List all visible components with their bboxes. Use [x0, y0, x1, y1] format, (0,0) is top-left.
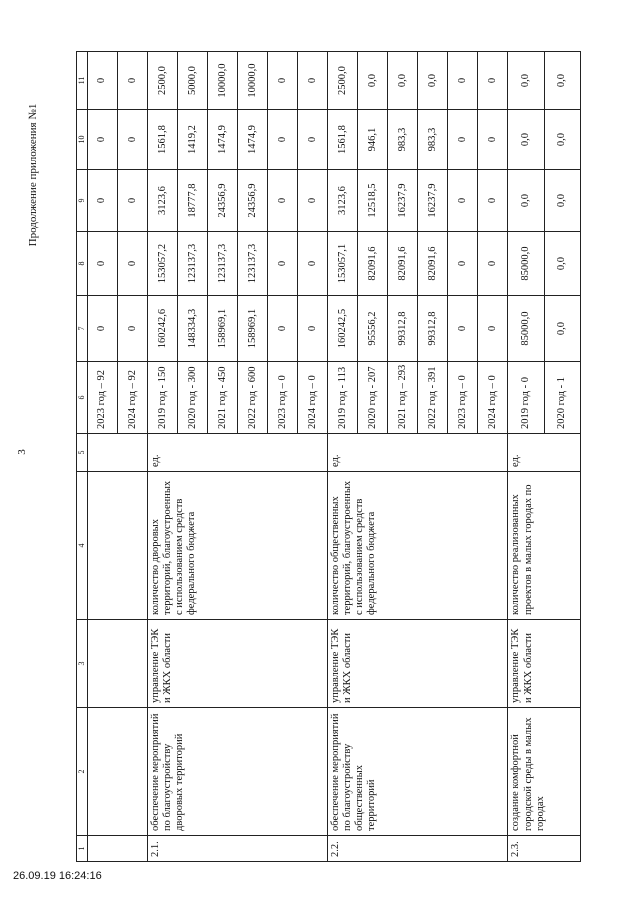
value-cell: 24356,9	[208, 170, 238, 232]
column-number: 7	[77, 296, 88, 362]
value-cell: 82091,6	[418, 232, 448, 296]
column-number-row	[77, 52, 88, 862]
year-cell: 2020 год - 1	[544, 362, 580, 434]
value-cell: 0	[448, 110, 478, 170]
value-cell: 0,0	[358, 52, 388, 110]
value-cell: 10000,0	[208, 52, 238, 110]
activity-cell: обеспечение мероприятий по благоустройству общественных территорий	[328, 708, 508, 836]
value-cell: 1474,9	[208, 110, 238, 170]
value-cell: 0	[478, 110, 508, 170]
year-cell: 2021 год - 450	[208, 362, 238, 434]
value-cell: 158969,1	[208, 296, 238, 362]
empty-cell	[88, 708, 148, 836]
value-cell: 0	[118, 170, 148, 232]
table-row	[148, 52, 178, 862]
value-cell: 0	[268, 170, 298, 232]
value-cell: 0	[478, 232, 508, 296]
year-cell: 2023 год – 92	[88, 362, 118, 434]
year-cell: 2020 год - 207	[358, 362, 388, 434]
value-cell: 0	[118, 296, 148, 362]
year-cell: 2024 год – 0	[478, 362, 508, 434]
value-cell: 0	[88, 170, 118, 232]
value-cell: 1561,8	[328, 110, 358, 170]
value-cell: 0	[268, 296, 298, 362]
year-cell: 2019 год - 113	[328, 362, 358, 434]
page-number: 3	[16, 449, 28, 455]
empty-cell	[88, 434, 148, 472]
indicator-cell: количество общественных территорий, благоустроенных с использованием средств федерального бюджета	[328, 472, 508, 620]
program-table-sheet	[76, 52, 581, 862]
value-cell: 12518,5	[358, 170, 388, 232]
value-cell: 0	[118, 110, 148, 170]
value-cell: 153057,1	[328, 232, 358, 296]
value-cell: 0	[88, 110, 118, 170]
unit-cell: ед.	[508, 434, 581, 472]
value-cell: 82091,6	[388, 232, 418, 296]
value-cell: 0	[298, 232, 328, 296]
value-cell: 123137,3	[178, 232, 208, 296]
year-cell: 2023 год – 0	[448, 362, 478, 434]
value-cell: 0	[448, 296, 478, 362]
year-cell: 2020 год - 300	[178, 362, 208, 434]
value-cell: 160242,6	[148, 296, 178, 362]
year-cell: 2023 год – 0	[268, 362, 298, 434]
value-cell: 0,0	[544, 232, 580, 296]
column-number: 5	[77, 434, 88, 472]
value-cell: 99312,8	[388, 296, 418, 362]
value-cell: 85000,0	[508, 296, 544, 362]
value-cell: 0	[88, 52, 118, 110]
value-cell: 0	[478, 296, 508, 362]
value-cell: 0,0	[508, 110, 544, 170]
table-row	[88, 52, 118, 862]
value-cell: 0	[478, 170, 508, 232]
value-cell: 16237,9	[388, 170, 418, 232]
unit-cell: ед.	[328, 434, 508, 472]
table-row	[328, 52, 358, 862]
value-cell: 3123,6	[328, 170, 358, 232]
value-cell: 10000,0	[238, 52, 268, 110]
value-cell: 0	[478, 52, 508, 110]
column-number: 11	[77, 52, 88, 110]
value-cell: 82091,6	[358, 232, 388, 296]
value-cell: 1474,9	[238, 110, 268, 170]
value-cell: 160242,5	[328, 296, 358, 362]
value-cell: 148334,3	[178, 296, 208, 362]
value-cell: 85000,0	[508, 232, 544, 296]
value-cell: 1561,8	[148, 110, 178, 170]
column-number: 8	[77, 232, 88, 296]
value-cell: 0	[88, 296, 118, 362]
value-cell: 0,0	[508, 170, 544, 232]
value-cell: 95556,2	[358, 296, 388, 362]
value-cell: 5000,0	[178, 52, 208, 110]
year-cell: 2019 год - 150	[148, 362, 178, 434]
value-cell: 0,0	[418, 52, 448, 110]
empty-cell	[88, 620, 148, 708]
column-number: 9	[77, 170, 88, 232]
year-cell: 2022 год - 391	[418, 362, 448, 434]
value-cell: 0	[298, 110, 328, 170]
appendix-title: Продолжение приложения №1	[27, 103, 39, 247]
unit-cell: ед.	[148, 434, 328, 472]
empty-cell	[88, 472, 148, 620]
value-cell: 0,0	[508, 52, 544, 110]
value-cell: 123137,3	[238, 232, 268, 296]
value-cell: 0	[118, 232, 148, 296]
executor-cell: управление ТЭК и ЖКХ области	[508, 620, 581, 708]
column-number: 1	[77, 836, 88, 862]
year-cell: 2024 год – 92	[118, 362, 148, 434]
indicator-cell: количество дворовых территорий, благоустроенных с использованием средств федерального бюджета	[148, 472, 328, 620]
value-cell: 99312,8	[418, 296, 448, 362]
print-timestamp: 26.09.19 16:24:16	[13, 870, 102, 882]
executor-cell: управление ТЭК и ЖКХ области	[328, 620, 508, 708]
column-number: 3	[77, 620, 88, 708]
column-number: 10	[77, 110, 88, 170]
value-cell: 0,0	[544, 296, 580, 362]
value-cell: 0	[88, 232, 118, 296]
value-cell: 0	[448, 170, 478, 232]
value-cell: 1419,2	[178, 110, 208, 170]
section-number-cell: 2.1.	[148, 836, 328, 862]
indicator-cell: количество реализованных проектов в малых городах по	[508, 472, 581, 620]
column-number: 6	[77, 362, 88, 434]
value-cell: 0	[448, 52, 478, 110]
value-cell: 983,3	[418, 110, 448, 170]
value-cell: 0	[298, 296, 328, 362]
value-cell: 0,0	[388, 52, 418, 110]
value-cell: 0	[118, 52, 148, 110]
year-cell: 2019 год - 0	[508, 362, 544, 434]
value-cell: 0	[298, 170, 328, 232]
value-cell: 153057,2	[148, 232, 178, 296]
value-cell: 16237,9	[418, 170, 448, 232]
activity-cell: создание комфортной городской среды в малых городах	[508, 708, 581, 836]
activity-cell: обеспечение мероприятий по благоустройству дворовых территорий	[148, 708, 328, 836]
value-cell: 0,0	[544, 110, 580, 170]
section-number-cell: 2.2.	[328, 836, 508, 862]
value-cell: 3123,6	[148, 170, 178, 232]
value-cell: 2500,0	[148, 52, 178, 110]
column-number: 2	[77, 708, 88, 836]
executor-cell: управление ТЭК и ЖКХ области	[148, 620, 328, 708]
year-cell: 2024 год – 0	[298, 362, 328, 434]
value-cell: 158969,1	[238, 296, 268, 362]
value-cell: 0,0	[544, 52, 580, 110]
value-cell: 0	[268, 52, 298, 110]
value-cell: 2500,0	[328, 52, 358, 110]
year-cell: 2021 год – 293	[388, 362, 418, 434]
value-cell: 946,1	[358, 110, 388, 170]
value-cell: 983,3	[388, 110, 418, 170]
column-number: 4	[77, 472, 88, 620]
value-cell: 18777,8	[178, 170, 208, 232]
year-cell: 2022 год - 600	[238, 362, 268, 434]
value-cell: 24356,9	[238, 170, 268, 232]
value-cell: 0	[268, 232, 298, 296]
value-cell: 0	[298, 52, 328, 110]
value-cell: 0,0	[544, 170, 580, 232]
program-table	[76, 51, 581, 862]
table-row	[508, 52, 544, 862]
value-cell: 0	[268, 110, 298, 170]
section-number-cell: 2.3.	[508, 836, 581, 862]
value-cell: 123137,3	[208, 232, 238, 296]
value-cell: 0	[448, 232, 478, 296]
empty-cell	[88, 836, 148, 862]
